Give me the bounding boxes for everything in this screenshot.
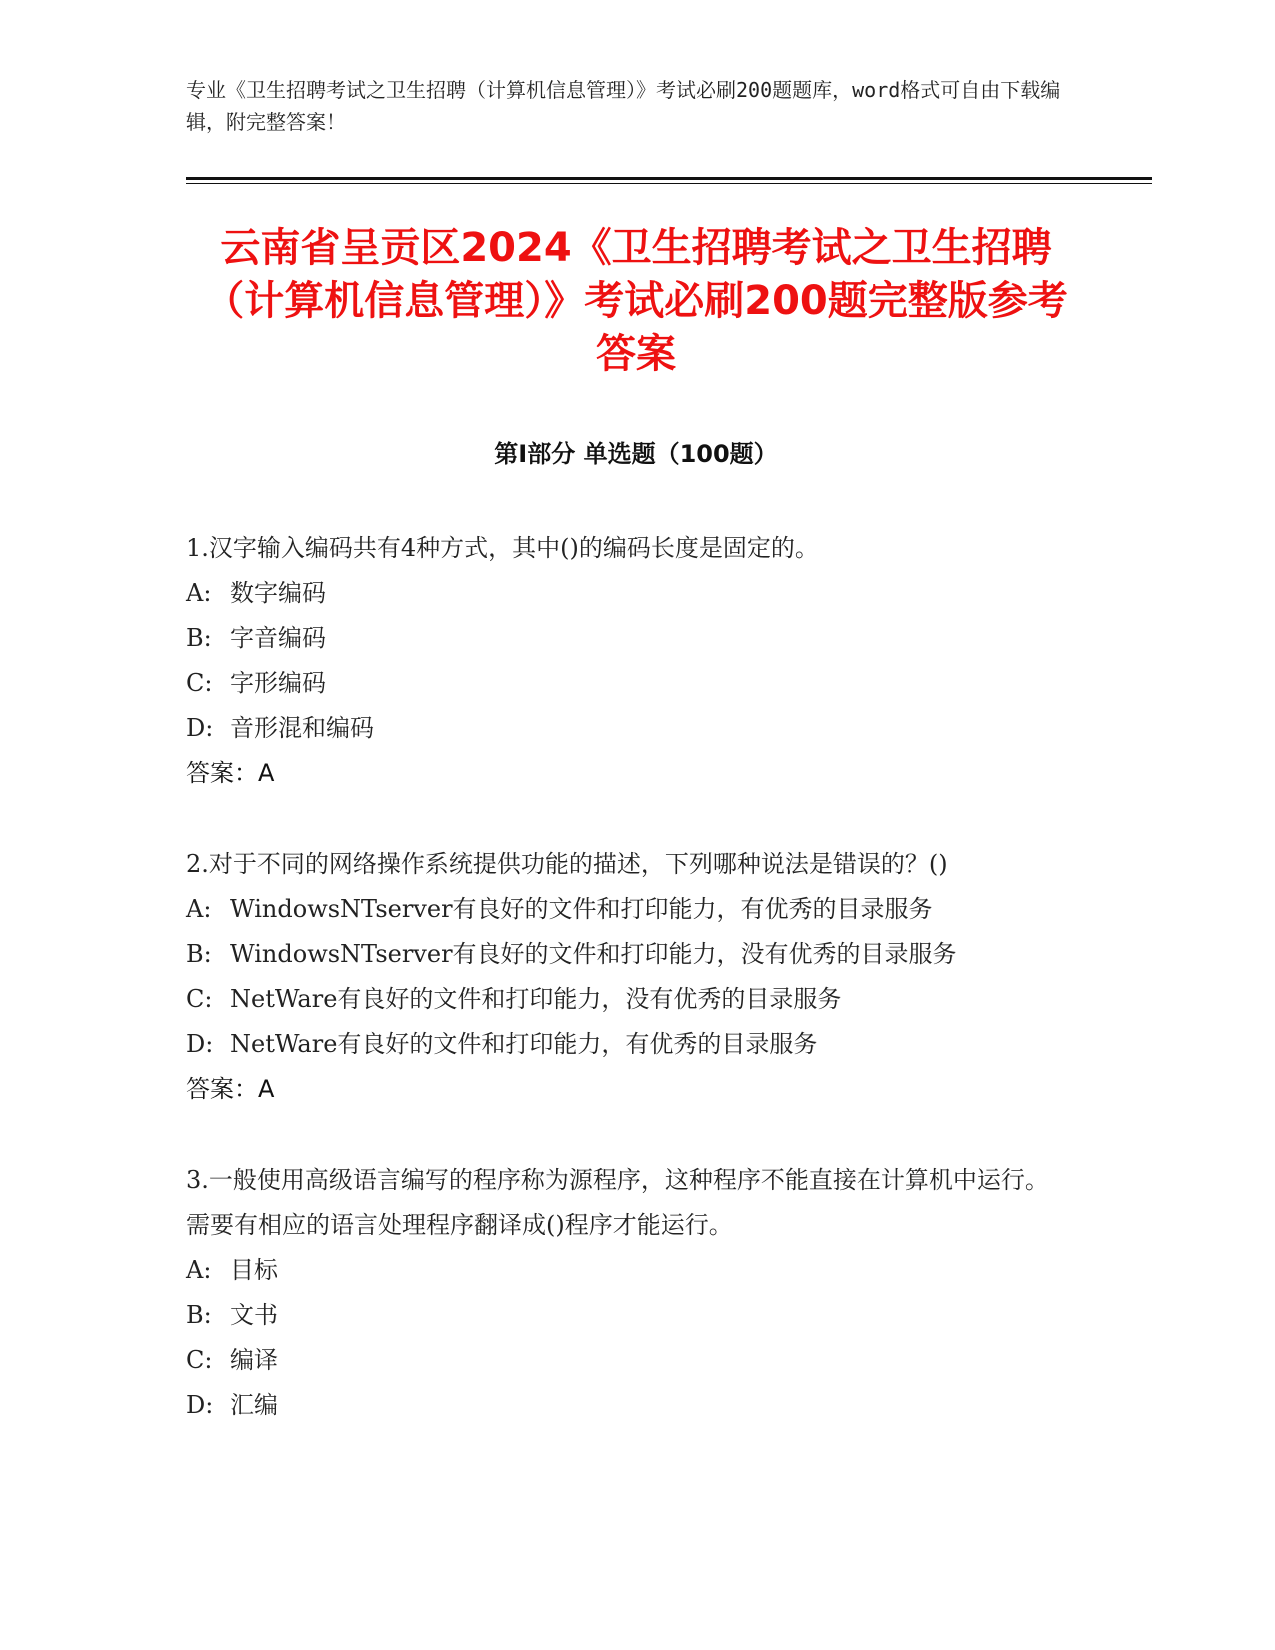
option-c [186,661,1066,706]
option-text: NetWare有良好的文件和打印能力，没有优秀的目录服务 [230,985,842,1013]
question-2 [186,842,1066,1112]
option-label: D: [186,714,214,742]
option-text: 目标 [230,1256,278,1284]
header-divider-thick [186,177,1152,180]
section-heading: 第Ⅰ部分 单选题（100题） [494,440,778,468]
option-text: 编译 [230,1346,278,1374]
option-label: C: [186,669,213,697]
option-b [186,1293,1066,1338]
option-b [186,932,1066,977]
option-text: 汇编 [230,1391,278,1419]
option-label: B: [186,624,212,652]
option-d [186,706,1066,751]
option-label: B: [186,940,212,968]
option-d [186,1383,1066,1428]
option-text: 字形编码 [230,669,326,697]
option-label: B: [186,1301,212,1329]
option-text: NetWare有良好的文件和打印能力，有优秀的目录服务 [230,1030,818,1058]
question-3 [186,1158,1066,1428]
option-a [186,1248,1066,1293]
question-stem: 1.汉字输入编码共有4种方式，其中()的编码长度是固定的。 [186,534,819,562]
question-stem: 2.对于不同的网络操作系统提供功能的描述，下列哪种说法是错误的？() [186,850,948,878]
option-c [186,977,1066,1022]
option-label: A: [186,895,212,923]
option-label: D: [186,1030,214,1058]
option-b [186,616,1066,661]
option-label: C: [186,1346,213,1374]
header-note: 专业《卫生招聘考试之卫生招聘（计算机信息管理）》考试必刷200题题库，word格式可自由下载编辑，附完整答案！ [186,78,1061,134]
option-text: 文书 [230,1301,278,1329]
option-a [186,571,1066,616]
question-stem: 3.一般使用高级语言编写的程序称为源程序，这种程序不能直接在计算机中运行。需要有相应的语言处理程序翻译成()程序才能运行。 [186,1166,1049,1239]
option-d [186,1022,1066,1067]
option-a [186,887,1066,932]
option-text: 数字编码 [230,579,326,607]
option-label: C: [186,985,213,1013]
option-label: A: [186,1256,212,1284]
document-title: 云南省呈贡区2024《卫生招聘考试之卫生招聘（计算机信息管理）》考试必刷200题完整版参考答案 [204,225,1068,377]
option-c [186,1338,1066,1383]
header-divider-thin [186,183,1152,184]
option-text: 音形混和编码 [230,714,374,742]
option-label: A: [186,579,212,607]
answer-line: 答案：A [186,759,275,787]
option-text: WindowsNTserver有良好的文件和打印能力，有优秀的目录服务 [230,895,933,923]
option-text: WindowsNTserver有良好的文件和打印能力，没有优秀的目录服务 [230,940,957,968]
option-label: D: [186,1391,214,1419]
option-text: 字音编码 [230,624,326,652]
question-1 [186,526,1066,796]
question-list [186,526,1066,1474]
answer-line: 答案：A [186,1075,275,1103]
